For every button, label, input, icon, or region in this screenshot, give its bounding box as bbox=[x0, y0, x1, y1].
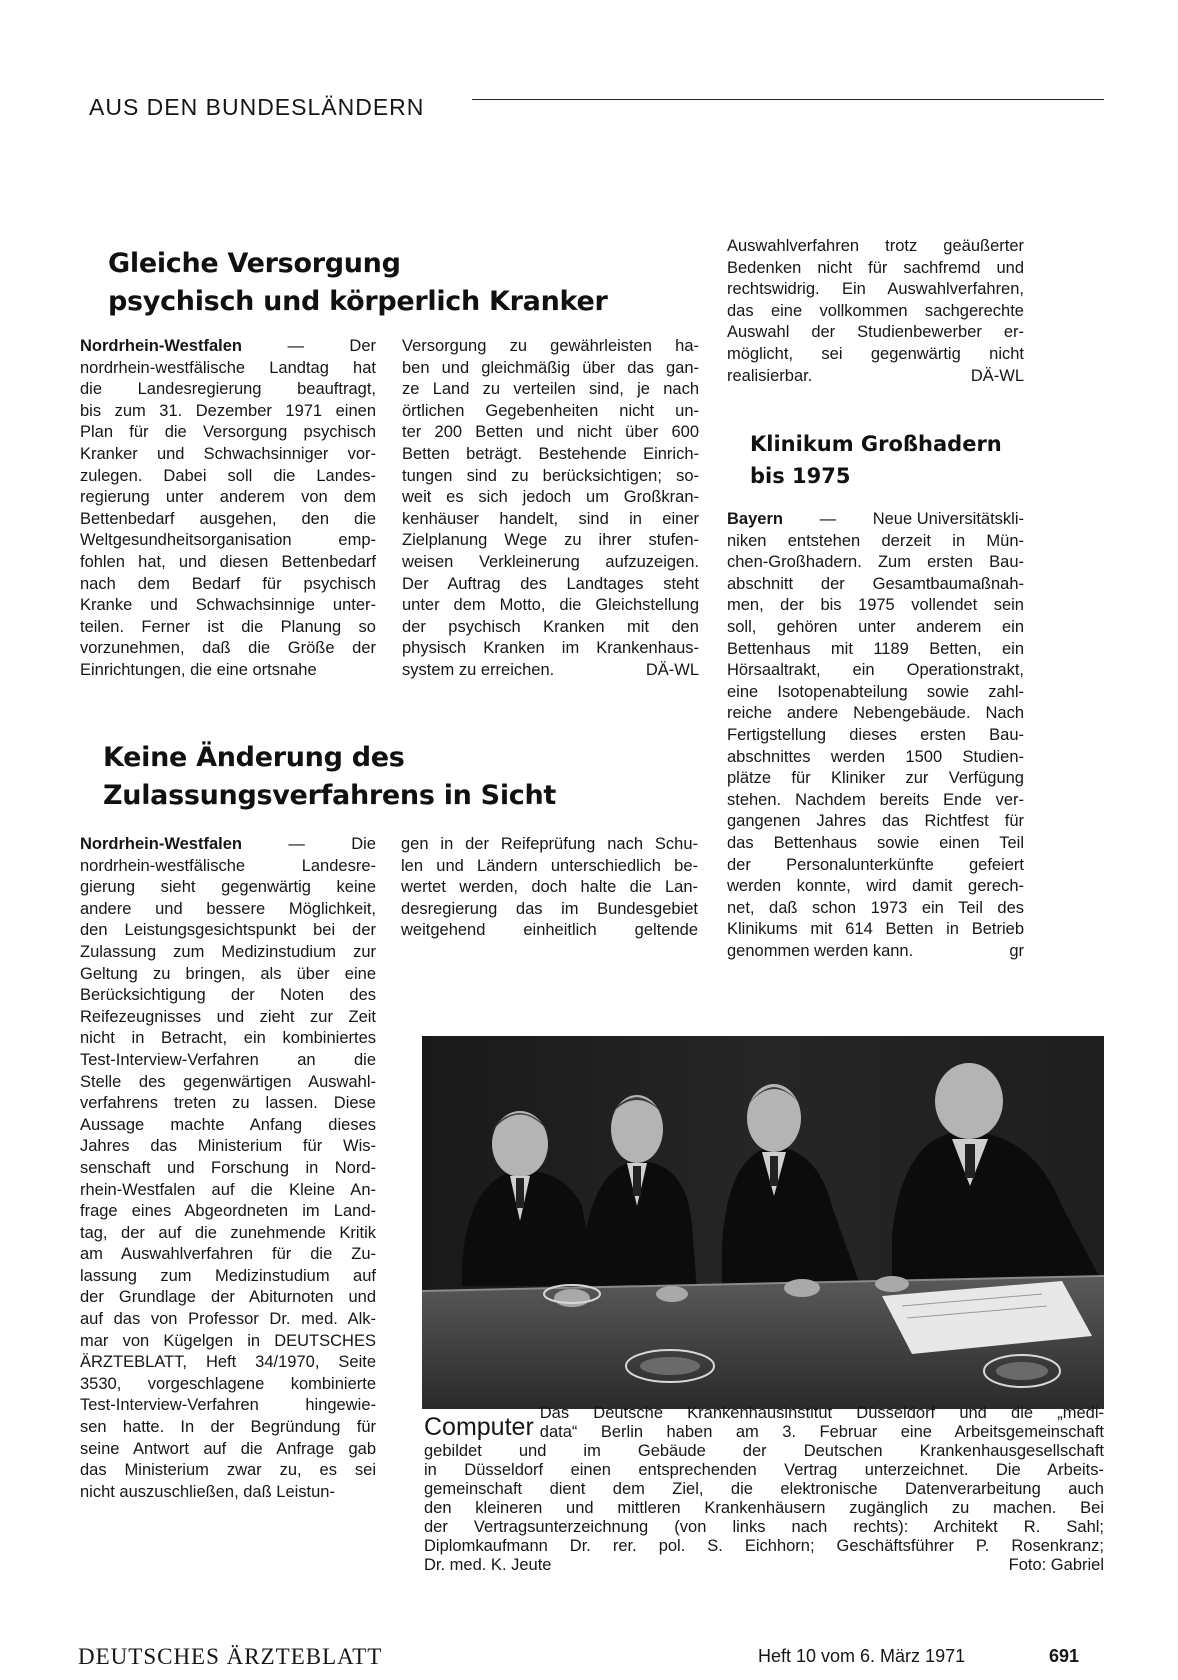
text-line: bis zum 31. Dezember 1971 einen bbox=[80, 401, 376, 420]
text-line: zulegen. Dabei soll die Landes- bbox=[80, 466, 376, 485]
text-line: reiche andere Nebengebäude. Nach bbox=[727, 704, 1024, 723]
text-line: Fertigstellung dieses ersten Bau- bbox=[727, 725, 1024, 744]
text-line: örtlichen Gegebenheiten nicht un- bbox=[402, 401, 699, 420]
text-line: Test-Interview-Verfahren an die bbox=[80, 1050, 376, 1069]
text-line: Plan für die Versorgung psychisch bbox=[80, 423, 376, 442]
text-line: eine Isotopenabteilung sowie zahl- bbox=[727, 682, 1024, 701]
caption-segment: Dr. med. K. Jeute bbox=[424, 1556, 552, 1574]
article3-headline-line: bis 1975 bbox=[750, 464, 851, 488]
caption-label: Computer bbox=[424, 1413, 534, 1441]
text-segment: gr bbox=[1009, 941, 1024, 960]
text-line: Stelle des gegenwärtigen Auswahl- bbox=[80, 1072, 376, 1091]
text-line: soll, gehören unter anderem ein bbox=[727, 617, 1024, 636]
article2-column-2 bbox=[401, 834, 698, 942]
text-line: fohlen hat, und diesen Bettenbedarf bbox=[80, 552, 376, 571]
article1-column-2 bbox=[402, 336, 699, 682]
issue-info: Heft 10 vom 6. März 1971 bbox=[758, 1646, 966, 1666]
text-line: Kranke und Schwachsinnige unter- bbox=[80, 596, 376, 615]
text-line: das Ministerium zwar zu, es sei bbox=[80, 1461, 376, 1480]
text-line: net, daß schon 1973 ein Teil des bbox=[727, 898, 1024, 917]
text-line: sen hatte. In der Begründung für bbox=[80, 1418, 376, 1437]
article1-headline bbox=[108, 245, 607, 321]
journal-name: DEUTSCHES ÄRZTEBLATT bbox=[78, 1644, 383, 1669]
text-segment: realisierbar. bbox=[727, 366, 813, 385]
text-line: nordrhein-westfälische Landtag hat bbox=[80, 358, 376, 377]
caption-line: Das Deutsche Krankenhausinstitut Düsseldorf und die „medi- bbox=[539, 1404, 1104, 1422]
text-line: Weltgesundheitsorganisation emp- bbox=[80, 531, 376, 550]
text-line: lassung zum Medizinstudium auf bbox=[80, 1266, 376, 1285]
text-line: mar von Kügelgen in DEUTSCHES bbox=[80, 1331, 376, 1350]
text-line bbox=[727, 366, 1024, 388]
caption-body bbox=[424, 1442, 1104, 1575]
text-line: Klinikums mit 614 Betten in Betrieb bbox=[727, 920, 1024, 939]
article2-headline bbox=[103, 739, 556, 815]
text-line bbox=[80, 336, 376, 358]
text-line: das Bettenhaus sowie einen Teil bbox=[727, 833, 1024, 852]
text-line: Auswahl der Studienbewerber er- bbox=[727, 323, 1024, 342]
text-line: verfahrens treten zu lassen. Diese bbox=[80, 1094, 376, 1113]
text-line: stehen. Nachdem bereits Ende ver- bbox=[727, 790, 1024, 809]
text-line: auf das von Professor Dr. med. Alk- bbox=[80, 1310, 376, 1329]
text-line: unter dem Motto, die Gleichstellung bbox=[402, 596, 699, 615]
section-rule bbox=[472, 99, 1104, 100]
text-line: desregierung das im Bundesgebiet bbox=[401, 899, 698, 918]
text-line: weitgehend einheitlich geltende bbox=[401, 921, 698, 940]
text-line: nach dem Bedarf für psychisch bbox=[80, 574, 376, 593]
text-line: Geltung zu bringen, als über eine bbox=[80, 964, 376, 983]
text-line: Versorgung zu gewährleisten ha- bbox=[402, 337, 699, 355]
text-line: plätze für Kliniker zur Verfügung bbox=[727, 769, 1024, 788]
text-line: ben und gleichmäßig über das gan- bbox=[402, 358, 699, 377]
text-line: nicht in Betracht, ein kombiniertes bbox=[80, 1029, 376, 1048]
text-line: der Grundlage der Abiturnoten und bbox=[80, 1288, 376, 1307]
text-line: gen in der Reifeprüfung nach Schu- bbox=[401, 835, 698, 853]
caption-line: gemeinschaft dient dem Ziel, die elektronische Datenverarbeitung auch bbox=[424, 1480, 1104, 1498]
text-line: vorzunehmen, daß die Größe der bbox=[80, 639, 376, 658]
dateline: Nordrhein-Westfalen bbox=[80, 337, 242, 355]
text-line: wertet werden, doch halte die Lan- bbox=[401, 878, 698, 897]
text-line: seine Antwort auf die Anfrage gab bbox=[80, 1439, 376, 1458]
text-line: der psychisch Kranken mit den bbox=[402, 617, 699, 636]
text-line: ÄRZTEBLATT, Heft 34/1970, Seite bbox=[80, 1353, 376, 1372]
caption-line: in Düsseldorf einen entsprechenden Vertrag unterzeichnet. Die Arbeits- bbox=[424, 1461, 1104, 1479]
text-line: Einrichtungen, die eine ortsnahe bbox=[80, 660, 317, 679]
text-line: len und Ländern unterschiedlich be- bbox=[401, 856, 698, 875]
text-line: abschnittes werden 1500 Studien- bbox=[727, 747, 1024, 766]
text-line: Betten beträgt. Bestehende Einrich- bbox=[402, 444, 699, 463]
section-header: AUS DEN BUNDESLÄNDERN bbox=[89, 94, 425, 120]
text-segment: Der bbox=[349, 337, 376, 355]
article3-body bbox=[727, 509, 1024, 962]
text-line: Jahres das Ministerium für Wis- bbox=[80, 1137, 376, 1156]
text-line: Test-Interview-Verfahren hingewie- bbox=[80, 1396, 376, 1415]
text-line: werden konnte, wird damit gerech- bbox=[727, 877, 1024, 896]
text-segment: DÄ-WL bbox=[645, 660, 699, 679]
article2-column-1 bbox=[80, 834, 376, 1503]
text-segment: Neue Universitätskli- bbox=[872, 510, 1024, 528]
page-number: 691 bbox=[1049, 1646, 1080, 1666]
text-line: kenhäuser handelt, sind in einer bbox=[402, 509, 699, 528]
text-line: Zulassung zum Medizinstudium zur bbox=[80, 942, 376, 961]
caption-first-lines bbox=[540, 1404, 1104, 1442]
article2-headline-line: Keine Änderung des bbox=[103, 742, 405, 773]
text-line: Berücksichtigung der Noten des bbox=[80, 986, 376, 1005]
caption-line: data“ Berlin haben am 3. Februar eine Arbeitsgemeinschaft bbox=[539, 1423, 1104, 1441]
article2-headline-line: Zulassungsverfahrens in Sicht bbox=[103, 780, 557, 811]
dateline: Nordrhein-Westfalen bbox=[80, 835, 242, 853]
text-line: Der Auftrag des Landtages steht bbox=[402, 574, 699, 593]
caption-line: gebildet und im Gebäude der Deutschen Krankenhausgesellschaft bbox=[424, 1442, 1104, 1460]
caption-line: der Vertragsunterzeichnung (von links nach rechts): Architekt R. Sahl; bbox=[424, 1518, 1104, 1536]
caption-line: den kleineren und mittleren Krankenhäusern zugänglich zu machen. Bei bbox=[424, 1499, 1104, 1517]
text-line bbox=[80, 834, 376, 856]
text-line: tungen sind zu berücksichtigen; so- bbox=[402, 466, 699, 485]
text-line: chen-Großhadern. Zum ersten Bau- bbox=[727, 553, 1024, 572]
text-segment: DÄ-WL bbox=[970, 366, 1024, 385]
caption-line bbox=[424, 1556, 1104, 1575]
text-line: weit es sich jedoch um Großkran- bbox=[402, 488, 699, 507]
text-line: Bettenbedarf ausgehen, den die bbox=[80, 509, 376, 528]
text-line: Kranker und Schwachsinniger vor- bbox=[80, 444, 376, 463]
article-continuation bbox=[727, 236, 1024, 387]
text-line: Bedenken nicht für sachfremd und bbox=[727, 258, 1024, 277]
text-line: men, der bis 1975 vollendet sein bbox=[727, 596, 1024, 615]
press-photo bbox=[422, 1036, 1104, 1409]
text-segment: — bbox=[819, 510, 837, 528]
text-line: frage eines Abgeordneten im Land- bbox=[80, 1202, 376, 1221]
text-line: abschnitt der Gesamtbaumaßnah- bbox=[727, 574, 1024, 593]
text-line: Reifezeugnisses und zieht zur Zeit bbox=[80, 1007, 376, 1026]
article1-headline-line: Gleiche Versorgung bbox=[108, 248, 401, 279]
text-line: gangenen Jahres das Richtfest für bbox=[727, 812, 1024, 831]
article1-column-1 bbox=[80, 336, 376, 682]
text-line: die Landesregierung beauftragt, bbox=[80, 380, 376, 399]
text-line: niken entstehen derzeit in Mün- bbox=[727, 531, 1024, 550]
text-line: das eine vollkommen sachgerechte bbox=[727, 301, 1024, 320]
text-line: der Personalunterkünfte gefeiert bbox=[727, 855, 1024, 874]
text-segment: system zu erreichen. bbox=[402, 660, 555, 679]
text-line: ze Land zu verteilen sind, je nach bbox=[402, 380, 699, 399]
text-segment: — bbox=[287, 337, 304, 355]
caption-line: Diplomkaufmann Dr. rer. pol. S. Eichhorn; Geschäftsführer P. Rosenkranz; bbox=[424, 1537, 1104, 1555]
text-line: regierung unter anderem von dem bbox=[80, 488, 376, 507]
text-line: gierung sieht gegenwärtig keine bbox=[80, 878, 376, 897]
text-line: ter 200 Betten und nicht über 600 bbox=[402, 423, 699, 442]
text-line: den Leistungsgesichtspunkt bei der bbox=[80, 921, 376, 940]
text-line bbox=[402, 660, 699, 682]
article3-headline bbox=[750, 428, 1002, 492]
text-line: rhein-Westfalen auf die Kleine An- bbox=[80, 1180, 376, 1199]
text-line: nordrhein-westfälische Landesre- bbox=[80, 856, 376, 875]
dateline: Bayern bbox=[727, 510, 783, 528]
text-line: 3530, vorgeschlagene kombinierte bbox=[80, 1374, 376, 1393]
photo-credit: Foto: Gabriel bbox=[1008, 1556, 1104, 1574]
text-segment: — bbox=[288, 835, 305, 853]
text-line: senschaft und Forschung in Nord- bbox=[80, 1158, 376, 1177]
text-line: weisen Verkleinerung aufzuzeigen. bbox=[402, 552, 699, 571]
text-line: andere und bessere Möglichkeit, bbox=[80, 899, 376, 918]
photo-caption bbox=[424, 1404, 1104, 1575]
text-segment: Die bbox=[351, 835, 376, 853]
text-line: physisch Kranken im Krankenhaus- bbox=[402, 639, 699, 658]
text-line: möglicht, sei gegenwärtig nicht bbox=[727, 344, 1024, 363]
text-line: Auswahlverfahren trotz geäußerter bbox=[727, 237, 1024, 255]
text-line: Hörsaaltrakt, ein Operationstrakt, bbox=[727, 661, 1024, 680]
article1-headline-line: psychisch und körperlich Kranker bbox=[108, 286, 608, 317]
text-line: Aussage machte Anfang dieses bbox=[80, 1115, 376, 1134]
text-line: tag, der auf die zunehmende Kritik bbox=[80, 1223, 376, 1242]
text-line: teilen. Ferner ist die Planung so bbox=[80, 617, 376, 636]
text-segment: genommen werden kann. bbox=[727, 941, 914, 960]
article3-headline-line: Klinikum Großhadern bbox=[750, 432, 1002, 456]
text-line bbox=[727, 941, 1024, 963]
text-line bbox=[727, 509, 1024, 531]
text-line: am Auswahlverfahren für die Zu- bbox=[80, 1245, 376, 1264]
text-line: Zielplanung Wege zu ihrer stufen- bbox=[402, 531, 699, 550]
text-line: Bettenhaus mit 1189 Betten, ein bbox=[727, 639, 1024, 658]
text-line: rechtswidrig. Ein Auswahlverfahren, bbox=[727, 280, 1024, 299]
text-line: nicht auszuschließen, daß Leistun- bbox=[80, 1482, 335, 1501]
